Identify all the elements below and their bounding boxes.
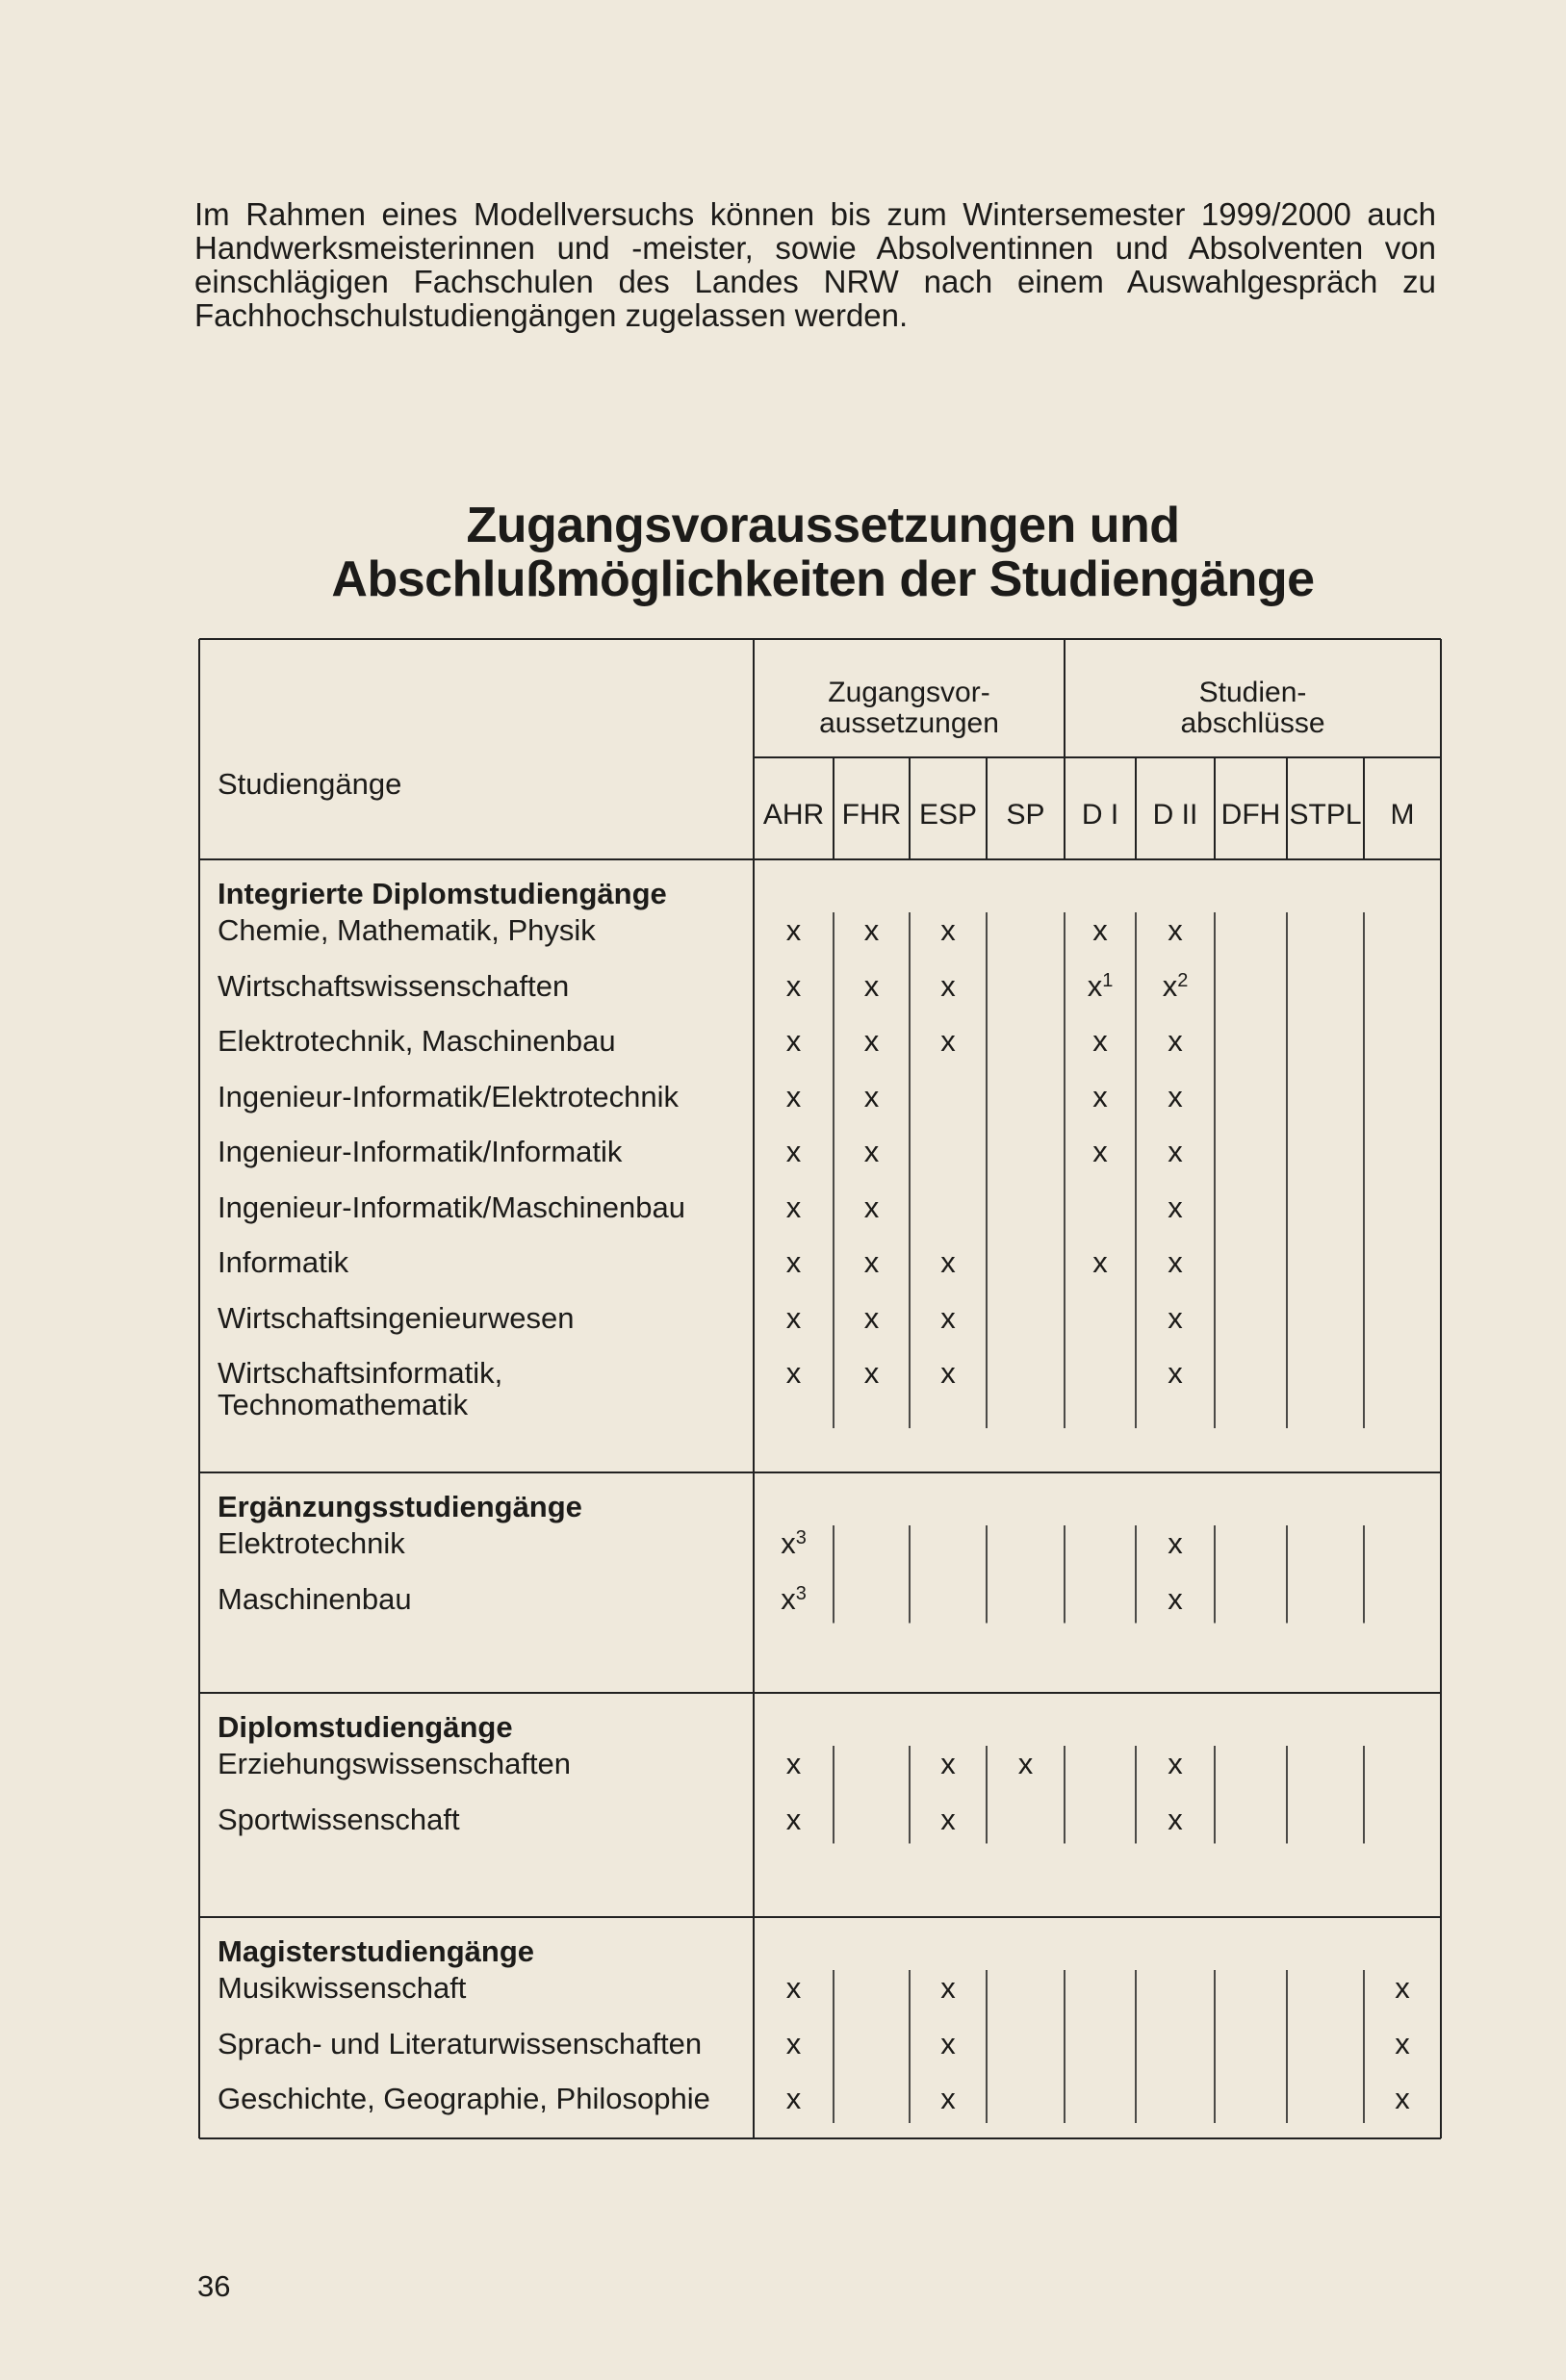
table-cell-mark [1081, 1081, 1119, 1113]
section-title: Ergänzungsstudiengänge [218, 1490, 582, 1523]
mark-value: x [785, 1079, 802, 1113]
column-header-d-i: D I [1081, 799, 1119, 831]
mark-value: x [785, 2082, 802, 2115]
table-cell-mark [1383, 2083, 1422, 2115]
table-cell-mark [775, 1136, 813, 1168]
mark-value: x [785, 1245, 802, 1279]
table-cell-mark [929, 1357, 967, 1390]
mark-value: x [1168, 1802, 1183, 1836]
table-cell-mark [853, 1136, 891, 1168]
table-cell-mark [1383, 2028, 1422, 2060]
table-cell-mark [775, 1081, 813, 1113]
table-cell-mark [929, 1972, 967, 2005]
mark-value: x [785, 1802, 802, 1836]
table-row-name: Erziehungswissenschaften [218, 1747, 572, 1780]
table-cell-mark [775, 1583, 813, 1616]
mark-value: x [785, 1356, 802, 1390]
table-cell-mark [775, 1527, 813, 1560]
mark-value: x [1168, 1190, 1183, 1224]
table-row-name: Wirtschaftsingenieurwesen [218, 1300, 575, 1335]
table-cell-mark [775, 970, 813, 1003]
table-cell-mark [775, 2028, 813, 2060]
studienabschluesse-group-header [1065, 678, 1441, 739]
table-cell-mark [1081, 1246, 1119, 1279]
mark-value: x [940, 1747, 956, 1780]
table-row-name: Elektrotechnik, Maschinenbau [218, 1024, 616, 1058]
title-line-1: Zugangsvoraussetzungen und [466, 498, 1180, 553]
mark-value: x [863, 1245, 880, 1279]
mark-value: x [1395, 2082, 1410, 2115]
table-cell-mark [929, 1804, 967, 1836]
mark-value: x [785, 1747, 802, 1780]
table-cell-mark [1081, 970, 1119, 1003]
intro-paragraph: Im Rahmen eines Modellversuchs können bis zum Wintersemester 1999/2000 auch Handwerksmeisterinnen und -meister, sowie Absolventinnen und Absolventen von einschlägigen Fachschulen des Landes NRW nach einem Auswahlgespräch zu Fachhochschulstudiengängen zugelassen werden. [194, 196, 1436, 333]
table-row-name: Informatik [218, 1245, 349, 1279]
table-cell-mark [775, 1025, 813, 1058]
mark-value: x [1092, 1079, 1108, 1113]
column-header-stpl: STPL [1289, 799, 1362, 831]
mark-value: x [1168, 1356, 1183, 1390]
column-header-fhr: FHR [841, 799, 902, 831]
mark-value: x [785, 1135, 802, 1168]
mark-value: x [1017, 1747, 1034, 1780]
mark-value: x [785, 913, 802, 947]
mark-value: x [1168, 913, 1183, 947]
table-cell-mark [1156, 1302, 1194, 1335]
mark-value: x [1092, 913, 1108, 947]
mark-value: x [1168, 1079, 1183, 1113]
section-title: Diplomstudiengänge [218, 1710, 513, 1744]
mark-value: x [785, 1190, 802, 1224]
mark-value: x [940, 1356, 956, 1390]
mark-value: x [1092, 1245, 1108, 1279]
mark-value: x [863, 1356, 880, 1390]
table-cell-mark [1156, 1081, 1194, 1113]
footnote-marker: 3 [795, 1527, 807, 1548]
table-row-name: Ingenieur-Informatik/Maschinenbau [218, 1190, 685, 1224]
mark-value: x [785, 968, 802, 1003]
table-cell-mark [1007, 1748, 1045, 1780]
table-cell-mark [1156, 1804, 1194, 1836]
mark-value: x [1168, 1024, 1183, 1058]
table-cell-mark [929, 970, 967, 1003]
mark-value: x [1092, 1024, 1108, 1058]
footnote-marker: 1 [1102, 969, 1114, 991]
page-number: 36 [197, 2269, 231, 2303]
table-cell-mark [929, 1748, 967, 1780]
table-cell-mark [775, 1246, 813, 1279]
table-row-name: Chemie, Mathematik, Physik [218, 913, 596, 947]
table-row-name: Sprach- und Literaturwissenschaften [218, 2026, 703, 2060]
section-title: Magisterstudiengänge [218, 1934, 534, 1968]
column-header-m: M [1390, 799, 1415, 831]
zugang-header-line-2: aussetzungen [819, 707, 999, 739]
mark-value: x [781, 1526, 796, 1560]
mark-value: x [863, 1190, 880, 1224]
mark-value: x [863, 1135, 880, 1168]
table-cell-mark [853, 1081, 891, 1113]
mark-value: x [1168, 1747, 1183, 1780]
table-cell-mark [853, 1357, 891, 1390]
abschluss-header-line-1: Studien- [1198, 677, 1307, 708]
section-title: Integrierte Diplomstudiengänge [218, 877, 667, 910]
mark-value: x [940, 1024, 956, 1058]
mark-value: x [1162, 968, 1178, 1003]
mark-value: x [785, 1024, 802, 1058]
mark-value: x [940, 1245, 956, 1279]
table-row-name: Elektrotechnik [218, 1526, 405, 1560]
table-cell-mark [929, 1246, 967, 1279]
mark-value: x [1087, 968, 1103, 1003]
table-cell-mark [1156, 1748, 1194, 1780]
table-cell-mark [775, 1191, 813, 1224]
table-cell-mark [853, 1191, 891, 1224]
table-cell-mark [929, 2028, 967, 2060]
table-row-name: Ingenieur-Informatik/Elektrotechnik [218, 1079, 680, 1113]
table-cell-mark [929, 1025, 967, 1058]
table-cell-mark [929, 1302, 967, 1335]
mark-value: x [1395, 2026, 1410, 2060]
table-row-name: Ingenieur-Informatik/Informatik [218, 1135, 623, 1168]
page-title [197, 499, 1449, 606]
studiengaenge-header: Studiengänge [218, 767, 402, 801]
table-cell-mark [1383, 1972, 1422, 2005]
table-cell-mark [1156, 914, 1194, 947]
mark-value: x [785, 1300, 802, 1335]
footnote-marker: 2 [1177, 969, 1189, 991]
table-cell-mark [775, 1972, 813, 2005]
table-row-name: Wirtschaftsinformatik, [218, 1356, 503, 1390]
table-cell-mark [1156, 1246, 1194, 1279]
table-cell-mark [1156, 1527, 1194, 1560]
table-row-name: Sportwissenschaft [218, 1802, 460, 1836]
table-cell-mark [1156, 970, 1194, 1003]
table-cell-mark [929, 914, 967, 947]
zugang-header-line-1: Zugangsvor- [828, 677, 990, 708]
column-header-dfh: DFH [1220, 799, 1281, 831]
mark-value: x [863, 1024, 880, 1058]
table-row-name: Wirtschaftswissenschaften [218, 968, 570, 1003]
table-cell-mark [1156, 1583, 1194, 1616]
table-cell-mark [1156, 1191, 1194, 1224]
table-cell-mark [1156, 1025, 1194, 1058]
mark-value: x [940, 968, 956, 1003]
table-cell-mark [775, 1804, 813, 1836]
mark-value: x [1168, 1300, 1183, 1335]
mark-value: x [940, 1971, 956, 2005]
mark-value: x [863, 968, 880, 1003]
mark-value: x [863, 1300, 880, 1335]
table-cell-mark [1156, 1357, 1194, 1390]
column-header-d-ii: D II [1152, 799, 1198, 831]
mark-value: x [1395, 1971, 1410, 2005]
table-cell-mark [775, 2083, 813, 2115]
table-cell-mark [853, 1302, 891, 1335]
table-row-name: Geschichte, Geographie, Philosophie [218, 2082, 710, 2115]
table-cell-mark [1081, 1136, 1119, 1168]
table-cell-mark [853, 1025, 891, 1058]
mark-value: x [781, 1581, 796, 1616]
mark-value: x [940, 1802, 956, 1836]
footnote-marker: 3 [795, 1582, 807, 1604]
table-row-name-continued: Technomathematik [218, 1388, 469, 1421]
mark-value: x [1168, 1526, 1183, 1560]
mark-value: x [785, 2026, 802, 2060]
table-cell-mark [853, 914, 891, 947]
title-line-2: Abschlußmöglichkeiten der Studiengänge [331, 551, 1315, 607]
mark-value: x [1168, 1581, 1183, 1616]
table-cell-mark [775, 914, 813, 947]
mark-value: x [940, 913, 956, 947]
table-cell-mark [775, 1357, 813, 1390]
mark-value: x [940, 2082, 956, 2115]
table-cell-mark [853, 1246, 891, 1279]
table-cell-mark [775, 1302, 813, 1335]
table-cell-mark [853, 970, 891, 1003]
table-cell-mark [1081, 914, 1119, 947]
column-header-ahr: AHR [762, 799, 825, 831]
mark-value: x [863, 1079, 880, 1113]
mark-value: x [940, 1300, 956, 1335]
abschluss-header-line-2: abschlüsse [1180, 707, 1325, 739]
mark-value: x [1092, 1135, 1108, 1168]
mark-value: x [863, 913, 880, 947]
column-header-esp: ESP [918, 799, 978, 831]
table-row-name: Musikwissenschaft [218, 1971, 467, 2005]
table-row-name: Maschinenbau [218, 1581, 412, 1616]
table-cell-mark [929, 2083, 967, 2115]
mark-value: x [940, 2026, 956, 2060]
mark-value: x [1168, 1245, 1183, 1279]
table-cell-mark [1156, 1136, 1194, 1168]
mark-value: x [785, 1971, 802, 2005]
zugangsvoraussetzungen-group-header [754, 678, 1065, 739]
table-cell-mark [775, 1748, 813, 1780]
column-header-sp: SP [1006, 799, 1045, 831]
mark-value: x [1168, 1135, 1183, 1168]
table-cell-mark [1081, 1025, 1119, 1058]
